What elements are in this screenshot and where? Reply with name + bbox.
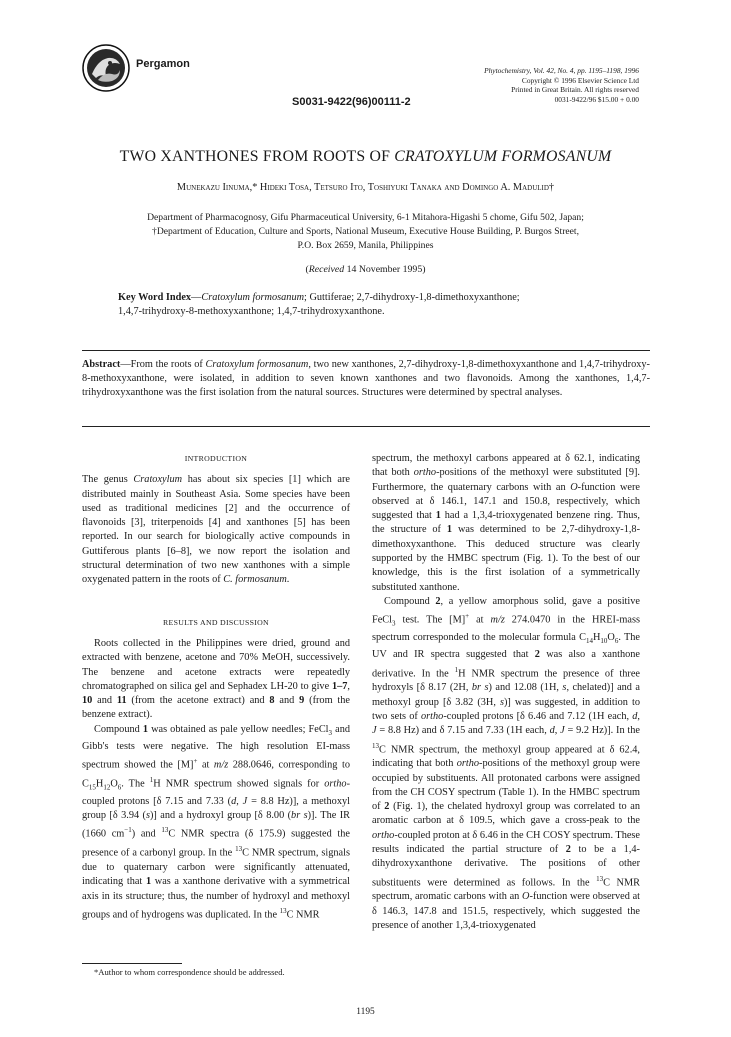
text-run: 1 — [446, 524, 453, 536]
text-run: br s — [291, 810, 308, 822]
text-run: H NMR spectrum showed signals for — [153, 778, 325, 790]
text-run: + — [193, 757, 198, 766]
text-run: J — [242, 795, 248, 807]
text-run: Cratoxylum — [133, 474, 183, 486]
text-run: (from the acetone extract) and — [126, 695, 270, 707]
text-run: 10 — [82, 695, 93, 707]
paper-title: TWO XANTHONES FROM ROOTS OF CRATOXYLUM FORMOSANUM — [119, 148, 612, 165]
text-run: 10 — [600, 637, 608, 646]
results-paragraph — [82, 723, 350, 923]
text-run: 6 — [614, 637, 619, 646]
text-run: C NMR spectrum, the methoxyl group appeared at δ 62.4, indicating that both — [372, 744, 640, 770]
text-run: at — [197, 759, 214, 771]
publisher-name: Pergamon — [136, 58, 190, 70]
text-run: )] and a hydroxyl group [δ 8.00 ( — [149, 810, 292, 822]
affiliation-line: †Department of Education, Culture and Sports, National Museum, Executive House Building, P. Burgos Street, — [152, 226, 579, 238]
text-run: ) and 12.08 (1H, — [488, 682, 563, 694]
text-run: ortho — [372, 829, 395, 841]
text-run: to be a 1,4-dihydroxyxanthone derivative. The positions of other substituents were determined as follows. In the — [372, 844, 640, 889]
body-paragraph — [372, 595, 640, 933]
text-run: 9 — [299, 695, 305, 707]
text-run: −1 — [124, 826, 132, 835]
text-run: . The UV and IR spectra suggested that — [372, 632, 640, 661]
received-date: (Received 14 November 1995) — [305, 264, 426, 275]
text-run: s — [145, 810, 150, 822]
right-column — [372, 452, 640, 933]
text-run: 3 — [392, 619, 396, 628]
text-run: H NMR spectrum the presence of three hydroxyls [δ 8.17 (2H, — [372, 668, 640, 694]
text-run: 1 — [435, 510, 441, 522]
text-run: C. formosanum — [223, 574, 287, 586]
journal-meta — [484, 66, 639, 104]
text-run: 1 — [145, 876, 152, 888]
text-run: 11 — [116, 695, 127, 707]
text-run: at — [469, 614, 491, 626]
text-run: ortho — [421, 710, 444, 722]
text-run: ) and — [131, 828, 162, 840]
affiliation-line: Department of Pharmacognosy, Gifu Pharmaceutical University, 6-1 Mitahora-Higashi 5 chome, Gifu 502, Japan; — [147, 212, 584, 223]
text-run: -coupled protons [δ 6.46 and 7.12 (1H each, — [443, 710, 633, 722]
text-run: br s — [471, 682, 489, 694]
text-run: d — [632, 710, 638, 722]
text-run: s — [562, 682, 567, 694]
text-run: spectrum, the methoxyl carbons appeared at δ 62.1, indicating that both — [372, 453, 640, 479]
page-number: 1195 — [356, 1007, 375, 1017]
text-run: (from the benzene extract). — [82, 695, 351, 721]
doi: S0031-9422(96)00111-2 — [292, 96, 411, 108]
text-run: 13 — [161, 826, 169, 835]
text-run: O — [570, 481, 578, 493]
text-run: was also a xanthone derivative. In the — [372, 649, 640, 680]
text-run: C NMR spectrum, aromatic carbons with an — [372, 877, 641, 903]
text-run: = 8.8 Hz)], a methoxyl group [δ 3.94 ( — [82, 795, 350, 822]
text-run: 12 — [103, 783, 111, 792]
text-run: was a xanthone derivative with a symmetrical axis in its structure; thus, the number of hydroxyl and methoxyl groups and of hydrogens was duplicated. In the — [82, 876, 350, 921]
text-run: (Fig. 1), the chelated hydroxyl group was correlated to an aromatic carbon at δ 109.5, which gave a cross-peak to the — [372, 801, 640, 827]
abstract: Abstract—From the roots of Cratoxylum formosanum, two new xanthones, 2,7-dihydroxy-1,8-dimethoxyxanthone and 1,4,7-trihydroxy-8-methoxyxanthone, were isolated, in addition to seven known xanthones and two flavonoids. Among the xanthones, 1,4,7-trihydroxyxanthone was the first isolation from the natural sources. Structures were determined by spectral analyses. — [82, 359, 650, 399]
affiliation-line: P.O. Box 2659, Manila, Philippines — [297, 240, 434, 252]
copyright-line: Copyright © 1996 Elsevier Science Ltd — [521, 75, 639, 85]
text-run: 13 — [372, 741, 379, 750]
text-run: )]. The IR (1660 cm — [82, 810, 350, 840]
introduction-paragraph — [82, 473, 350, 587]
section-heading-introduction: INTRODUCTION — [184, 454, 248, 463]
text-run: had a 1,3,4-trioxygenated benzene ring. Thus, the structure of — [372, 510, 640, 536]
text-run: = 8.8 Hz) and δ 7.15 and 7.33 (1H each, — [376, 725, 550, 737]
text-run: 2 — [435, 595, 441, 607]
text-run: d — [549, 725, 555, 737]
text-run: test. The [M] — [395, 614, 466, 626]
text-run: H — [95, 778, 104, 790]
footnote-divider — [82, 963, 182, 964]
text-run: 3 — [328, 728, 333, 737]
text-run: The genus — [82, 474, 134, 486]
text-run: J — [560, 725, 565, 737]
body-paragraph — [372, 452, 640, 595]
text-run: 13 — [235, 845, 243, 854]
text-run: d — [231, 795, 237, 807]
text-run: 288.0646, corresponding to C — [82, 759, 350, 790]
text-run: J — [372, 725, 377, 737]
text-run: Compound — [384, 595, 436, 607]
text-run: was determined to be 2,7-dihydroxy-1,8-dimethoxyxanthone. This deduced structure was clearly supported by the HMBC spectrum (Fig. 1). To the best of our knowledge, this is the first isolation of a symmetrically substituted xanthone. — [372, 524, 640, 593]
text-run: O — [522, 891, 530, 903]
text-run: 1–7 — [331, 680, 348, 692]
pergamon-logo-icon — [82, 44, 130, 92]
text-run: has about six species [1] which are distributed mainly in Southeast Asia. Some species have been used as traditional medicines [2] and the occurrence of flavonoids [3], triterpenoids [4] and xanthones [5] has been reported. In our search for biologically active compounds in Guttiferous plants [6–8], we now report the isolation and structural determination of two new xanthones with a simple oxygenated pattern in the roots of — [82, 474, 350, 586]
text-run: 6 — [117, 783, 122, 792]
text-run: ortho — [413, 467, 437, 479]
text-run: was obtained as pale yellow needles; FeCl — [148, 723, 329, 735]
text-run: -positions of the methoxyl group were occupied by substituents. All protonated carbons were assigned from the CH COSY spectrum (Table 1). In the HMBC spectrum of — [372, 758, 640, 813]
text-run: 13 — [596, 874, 604, 883]
divider — [82, 426, 650, 427]
text-run: Roots collected in the Philippines were dried, ground and extracted with benzene, acetone and 70% MeOH, successively. The benzene and acetone extracts were repeatedly chromatographed on silica gel and Sephadex LH-20 to give — [82, 637, 350, 692]
text-run: 15 — [88, 783, 96, 792]
text-run: 2 — [384, 801, 390, 813]
text-run: , — [554, 725, 561, 737]
text-run: -function were observed at δ 146.1, 147.1 and 150.8, respectively, which suggested that — [372, 481, 640, 522]
text-run: -positions of the methoxyl were substituted [9]. Furthermore, the quaternary carbons with an — [372, 467, 640, 493]
text-run: 1 — [149, 776, 154, 785]
text-run: )] was suggested, in addition to two sets of — [372, 696, 640, 722]
affiliations — [0, 211, 731, 254]
text-run: 1 — [142, 723, 149, 735]
left-column — [82, 452, 350, 923]
text-run: Compound — [94, 723, 143, 735]
journal-citation: Phytochemistry, Vol. 42, No. 4, pp. 1195–1198, 1996 — [484, 66, 639, 75]
divider — [82, 350, 650, 351]
footnote: *Author to whom correspondence should be addressed. — [94, 967, 285, 977]
printed-line: Printed in Great Britain. All rights reserved — [511, 85, 639, 94]
text-run: and — [274, 695, 300, 707]
text-run: 2 — [534, 649, 540, 661]
text-run: s — [499, 696, 504, 708]
text-run: , a yellow amorphous solid, gave a positive FeCl — [372, 595, 640, 626]
text-run: C NMR spectrum, signals due to quaternary carbon were significantly attenuated, indicating that — [82, 847, 350, 888]
text-run: m/z — [213, 759, 229, 771]
text-run: = 9.2 Hz)]. In the — [564, 725, 640, 737]
price-line: 0031-9422/96 $15.00 + 0.00 — [554, 94, 639, 104]
text-run: -coupled proton at δ 6.46 in the CH COSY spectrum. These results indicated the partial structure of — [372, 829, 640, 856]
text-run: H — [592, 632, 601, 644]
author-list: Munekazu Iinuma,* Hideki Tosa, Tetsuro Ito, Toshiyuki Tanaka and Domingo A. Madulid† — [176, 182, 555, 193]
text-run: 1 — [454, 665, 459, 674]
keyword-index: Key Word Index—Cratoxylum formosanum; Guttiferae; 2,7-dihydroxy-1,8-dimethoxyxanthone; 1,4,7-trihydroxy-8-methoxyxanthone; 1,4,7-trihydroxyxanthone. — [118, 292, 520, 318]
publisher-logo — [82, 44, 130, 92]
text-run: + — [465, 612, 470, 621]
text-run: 13 — [279, 906, 287, 915]
text-run: O — [110, 778, 118, 790]
text-run: , chelated)] and a methoxyl group [δ 3.82 (3H, — [372, 682, 640, 708]
text-run: 2 — [565, 844, 571, 856]
text-run: m/z — [490, 614, 505, 626]
text-run: and Gibb's tests were negative. The high resolution EI-mass spectrum showed the [M] — [82, 723, 350, 771]
text-run: -function were observed at δ 146.3, 147.8 and 151.5, respectively, which suggested the presence of another 1,3,4-trioxygenated — [372, 891, 640, 931]
text-run: ortho — [324, 778, 347, 790]
text-run: and — [92, 695, 117, 707]
text-run: ortho — [456, 758, 480, 770]
text-run: . — [286, 574, 290, 586]
results-paragraph — [82, 637, 350, 723]
text-run: -coupled protons [δ 7.15 and 7.33 ( — [82, 778, 351, 807]
section-heading-results: RESULTS AND DISCUSSION — [163, 617, 269, 627]
text-run: 274.0470 in the HREI-mass spectrum corresponded to the molecular formula C — [372, 614, 640, 644]
text-run: , — [236, 795, 243, 807]
text-run: O — [607, 632, 615, 644]
text-run: 8 — [269, 695, 275, 707]
text-run: , — [347, 680, 350, 692]
text-run: C NMR spectra (δ 175.9) suggested the presence of a carbonyl group. In the — [82, 828, 350, 859]
text-run: 14 — [585, 637, 593, 646]
text-run: . The — [121, 778, 150, 790]
text-run: C NMR — [286, 909, 320, 921]
text-run: , — [637, 710, 640, 722]
